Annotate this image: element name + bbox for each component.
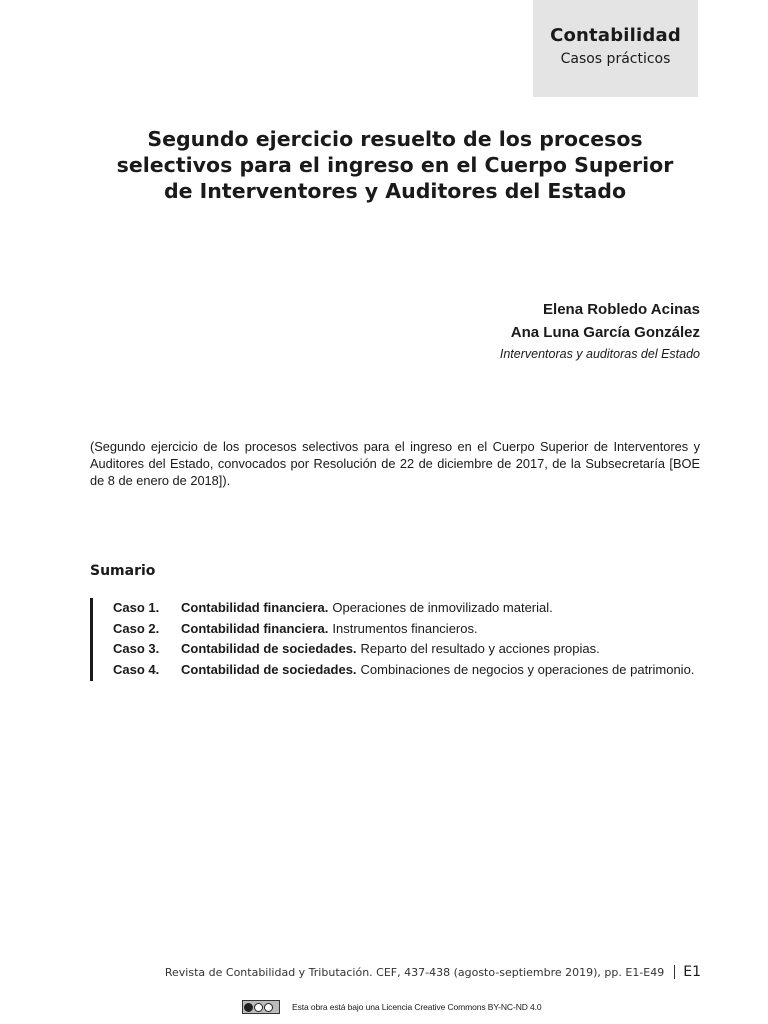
license-text: Esta obra está bajo una Licencia Creative Commons BY-NC-ND 4.0 (292, 1002, 542, 1012)
case-description: Reparto del resultado y acciones propias. (360, 641, 600, 657)
case-topic: Contabilidad de sociedades. (181, 641, 357, 657)
cc-circle-icon (244, 1003, 253, 1012)
case-topic: Contabilidad financiera. (181, 600, 329, 615)
article-title-line: Segundo ejercicio resuelto de los procesos (147, 127, 643, 151)
sumario-item (113, 598, 702, 619)
journal-citation: Revista de Contabilidad y Tributación. CEF, 437-438 (agosto-septiembre 2019), pp. E1-E49 (164, 965, 665, 979)
author-affiliation: Interventoras y auditoras del Estado (499, 347, 700, 361)
nc-circle-icon (264, 1003, 273, 1012)
case-label: Caso 3. (113, 641, 160, 657)
author-name: Ana Luna García González (510, 324, 700, 341)
case-label: Caso 4. (113, 662, 160, 678)
sumario-item (113, 639, 702, 660)
license-notice (242, 1000, 542, 1014)
case-topic: Contabilidad financiera. (181, 620, 329, 636)
intro-paragraph: (Segundo ejercicio de los procesos selectivos para el ingreso en el Cuerpo Superior de Interventores y Auditores del Estado, convocados por Resolución de 22 de diciembre de 2017, de la Subsecretaría [BOE de 8 de enero de 2018]). (90, 439, 700, 488)
creative-commons-by-nc-nd-icon[interactable] (242, 1000, 280, 1014)
section-subtitle: Casos prácticos (560, 51, 671, 67)
sumario-heading: Sumario (90, 563, 156, 579)
case-description: Operaciones de inmovilizado material. (332, 600, 553, 615)
article-title (90, 126, 700, 204)
section-title: Contabilidad (550, 25, 681, 46)
author-block (500, 298, 700, 364)
case-label: Caso 2. (113, 620, 160, 636)
article-title-line: de Interventores y Auditores del Estado (163, 179, 627, 203)
by-circle-icon (254, 1003, 263, 1012)
footer-divider (674, 965, 675, 979)
author-name: Elena Robledo Acinas (543, 301, 700, 318)
page-footer (165, 964, 701, 980)
case-topic: Contabilidad de sociedades. (181, 662, 357, 678)
case-description: Combinaciones de negocios y operaciones de patrimonio. (360, 662, 695, 678)
section-tab (533, 0, 698, 97)
sumario-item (113, 619, 702, 640)
sumario-list (90, 598, 702, 681)
case-label: Caso 1. (113, 600, 160, 615)
article-title-line: selectivos para el ingreso en el Cuerpo Superior (116, 153, 674, 177)
page-number: E1 (683, 964, 701, 980)
case-description: Instrumentos financieros. (332, 620, 478, 636)
sumario-item (113, 660, 702, 681)
